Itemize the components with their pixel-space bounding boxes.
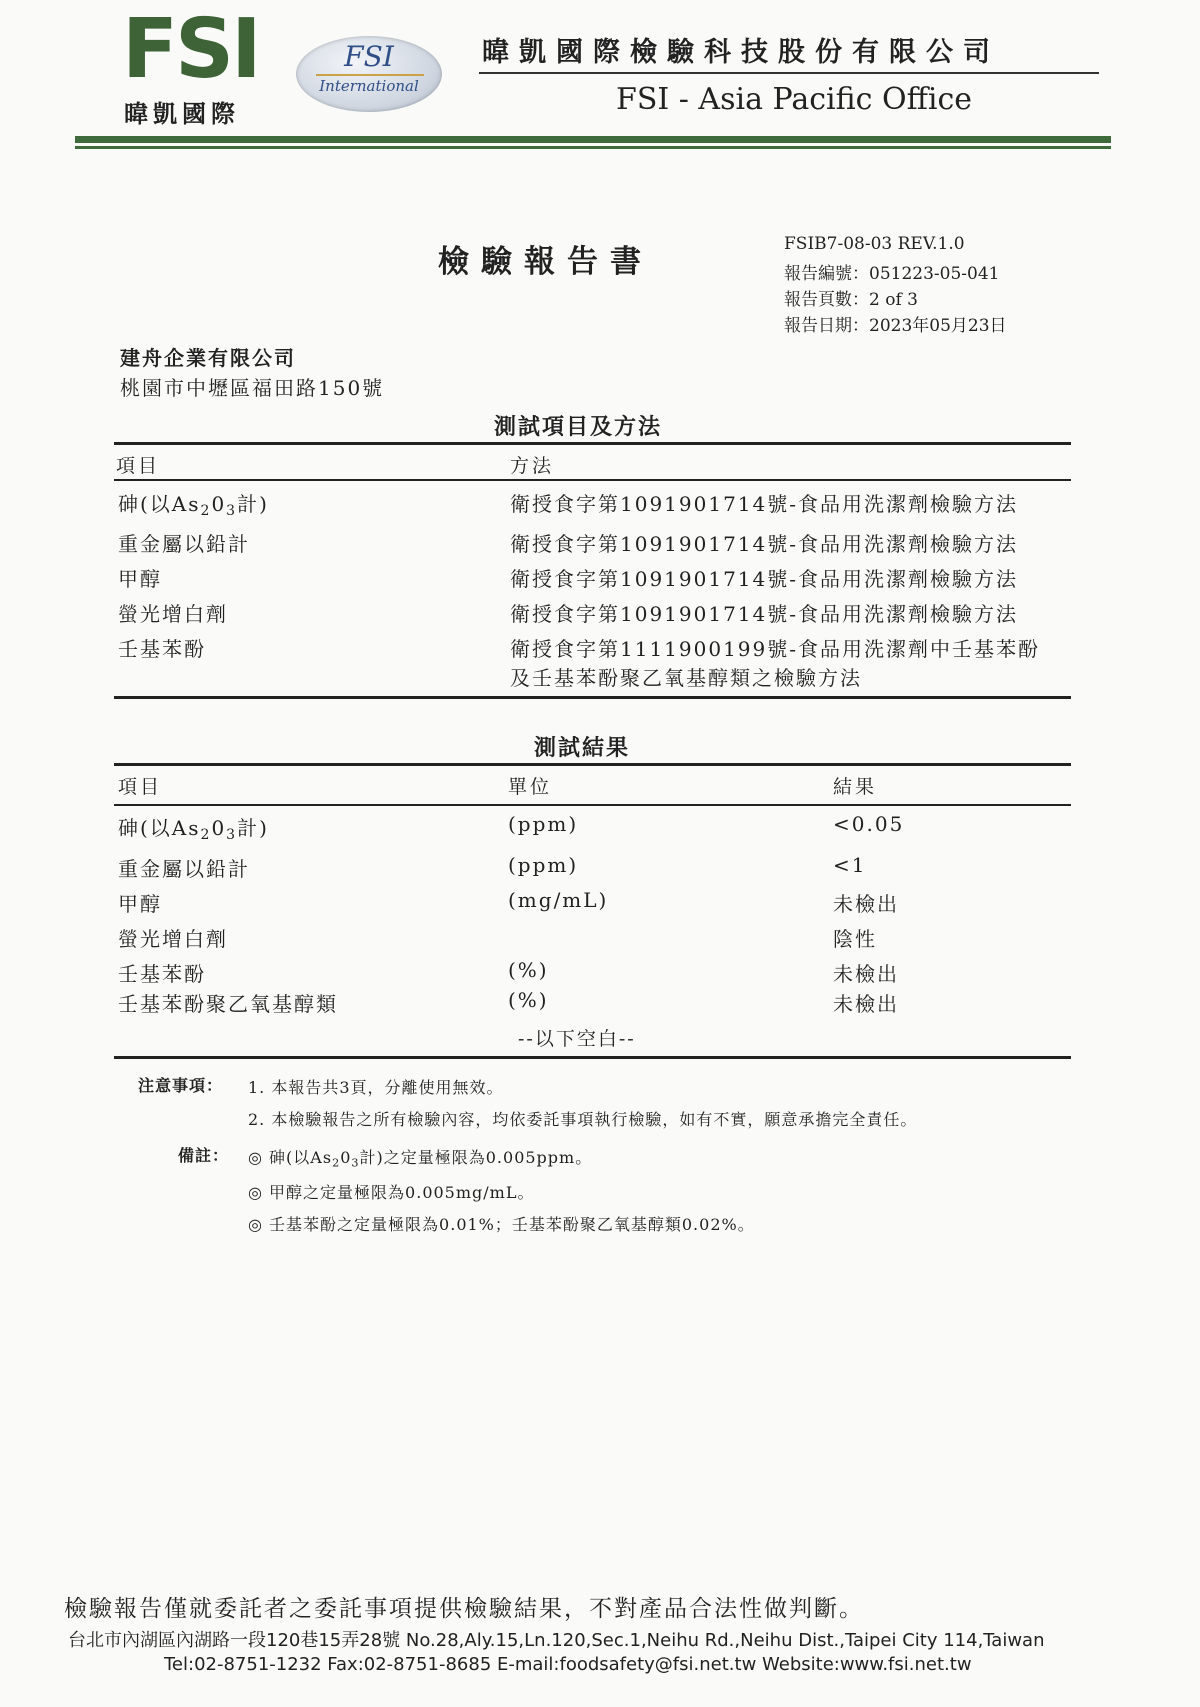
- header-divider: [479, 72, 1099, 74]
- header-band-thin: [75, 146, 1111, 149]
- methods-section-title: 測試項目及方法: [494, 414, 663, 440]
- results-row-result: 陰性: [833, 927, 877, 951]
- report-pages: 報告頁數：2 of 3: [784, 290, 918, 310]
- results-header-result: 結果: [833, 776, 878, 798]
- methods-row-method: 衛授食字第1091901714號-食品用洗潔劑檢驗方法: [510, 567, 1019, 591]
- results-row-result: 未檢出: [833, 962, 899, 986]
- methods-header-method: 方法: [510, 455, 555, 477]
- remark-item: ◎ 砷(以$As_20_3$計)之定量極限為0.005ppm。: [248, 1148, 593, 1170]
- seal-text-fsi: FSI: [344, 40, 394, 73]
- methods-header-item: 項目: [116, 455, 161, 477]
- results-header-unit: 單位: [508, 776, 553, 798]
- results-row-item: 壬基苯酚聚乙氧基醇類: [118, 992, 338, 1016]
- methods-bottom-rule: [114, 696, 1071, 699]
- results-header-item: 項目: [118, 776, 163, 798]
- remark-item: ◎ 甲醇之定量極限為0.005mg/mL。: [248, 1183, 535, 1202]
- company-name-cn: 暐凱國際檢驗科技股份有限公司: [482, 37, 1000, 68]
- results-row-result: 未檢出: [833, 892, 899, 916]
- methods-row-item: 壬基苯酚: [118, 637, 206, 661]
- results-row-item: 砷(以$As_20_3$計): [118, 816, 269, 844]
- footer-contact: Tel:02-8751-1232 Fax:02-8751-8685 E-mail:foodsafety@fsi.net.tw Website:www.fsi.net.tw: [164, 1654, 972, 1675]
- results-top-rule: [114, 763, 1071, 766]
- results-row-result: 未檢出: [833, 992, 899, 1016]
- seal-divider: [316, 74, 424, 76]
- company-name-en: FSI - Asia Pacific Office: [616, 82, 973, 117]
- results-bottom-rule: [114, 1056, 1071, 1059]
- note-item: 2. 本檢驗報告之所有檢驗內容，均依委託事項執行檢驗，如有不實，願意承擔完全責任。: [248, 1110, 918, 1129]
- notes-label: 注意事項：: [138, 1076, 224, 1095]
- results-row-unit: (%): [508, 988, 549, 1012]
- results-row-item: 壬基苯酚: [118, 962, 206, 986]
- report-date: 報告日期：2023年05月23日: [784, 316, 1007, 336]
- note-item: 1. 本報告共3頁，分離使用無效。: [248, 1078, 504, 1097]
- methods-top-rule: [114, 442, 1071, 445]
- methods-row-item: 甲醇: [118, 567, 162, 591]
- company-logo-cn: 暐凱國際: [124, 100, 240, 128]
- results-end-mark: --以下空白--: [518, 1028, 636, 1050]
- methods-row-item: 螢光增白劑: [118, 602, 228, 626]
- results-row-result: <1: [833, 853, 867, 877]
- methods-header-rule: [114, 479, 1071, 481]
- header-band: [75, 136, 1111, 143]
- methods-row-item: 重金屬以鉛計: [118, 532, 250, 556]
- footer-address: 台北市內湖區內湖路一段120巷15弄28號 No.28,Aly.15,Ln.120,Sec.1,Neihu Rd.,Neihu Dist.,Taipei City 114,Taiwan: [68, 1630, 1045, 1651]
- results-row-unit: (ppm): [508, 853, 579, 877]
- methods-row-method: 衛授食字第1091901714號-食品用洗潔劑檢驗方法: [510, 532, 1019, 556]
- footer-disclaimer: 檢驗報告僅就委託者之委託事項提供檢驗結果，不對產品合法性做判斷。: [64, 1596, 864, 1622]
- client-address: 桃園市中壢區福田路150號: [120, 376, 385, 400]
- results-row-result: <0.05: [833, 812, 905, 836]
- form-number: FSIB7-08-03 REV.1.0: [784, 234, 965, 254]
- results-row-item: 重金屬以鉛計: [118, 857, 250, 881]
- company-logo: FSI: [122, 2, 259, 97]
- results-row-item: 甲醇: [118, 892, 162, 916]
- report-number: 報告編號：051223-05-041: [784, 264, 1000, 284]
- remark-item: ◎ 壬基苯酚之定量極限為0.01%；壬基苯酚聚乙氧基醇類0.02%。: [248, 1215, 755, 1234]
- results-row-unit: (%): [508, 958, 549, 982]
- results-header-rule: [114, 804, 1071, 806]
- results-row-unit: (ppm): [508, 812, 579, 836]
- methods-row-item: 砷(以$As_20_3$計): [118, 492, 269, 520]
- results-row-unit: (mg/mL): [508, 888, 609, 912]
- results-row-item: 螢光增白劑: [118, 927, 228, 951]
- report-title: 檢驗報告書: [438, 244, 653, 280]
- results-section-title: 測試結果: [534, 735, 631, 761]
- remarks-label: 備註：: [178, 1146, 230, 1165]
- client-name: 建舟企業有限公司: [120, 346, 296, 370]
- methods-row-method: 衛授食字第1111900199號-食品用洗潔劑中壬基苯酚: [510, 637, 1041, 661]
- methods-row-method: 衛授食字第1091901714號-食品用洗潔劑檢驗方法: [510, 602, 1019, 626]
- seal-text-international: International: [319, 77, 419, 95]
- methods-row-method: 衛授食字第1091901714號-食品用洗潔劑檢驗方法: [510, 492, 1019, 516]
- methods-row-method-cont: 及壬基苯酚聚乙氧基醇類之檢驗方法: [510, 666, 862, 690]
